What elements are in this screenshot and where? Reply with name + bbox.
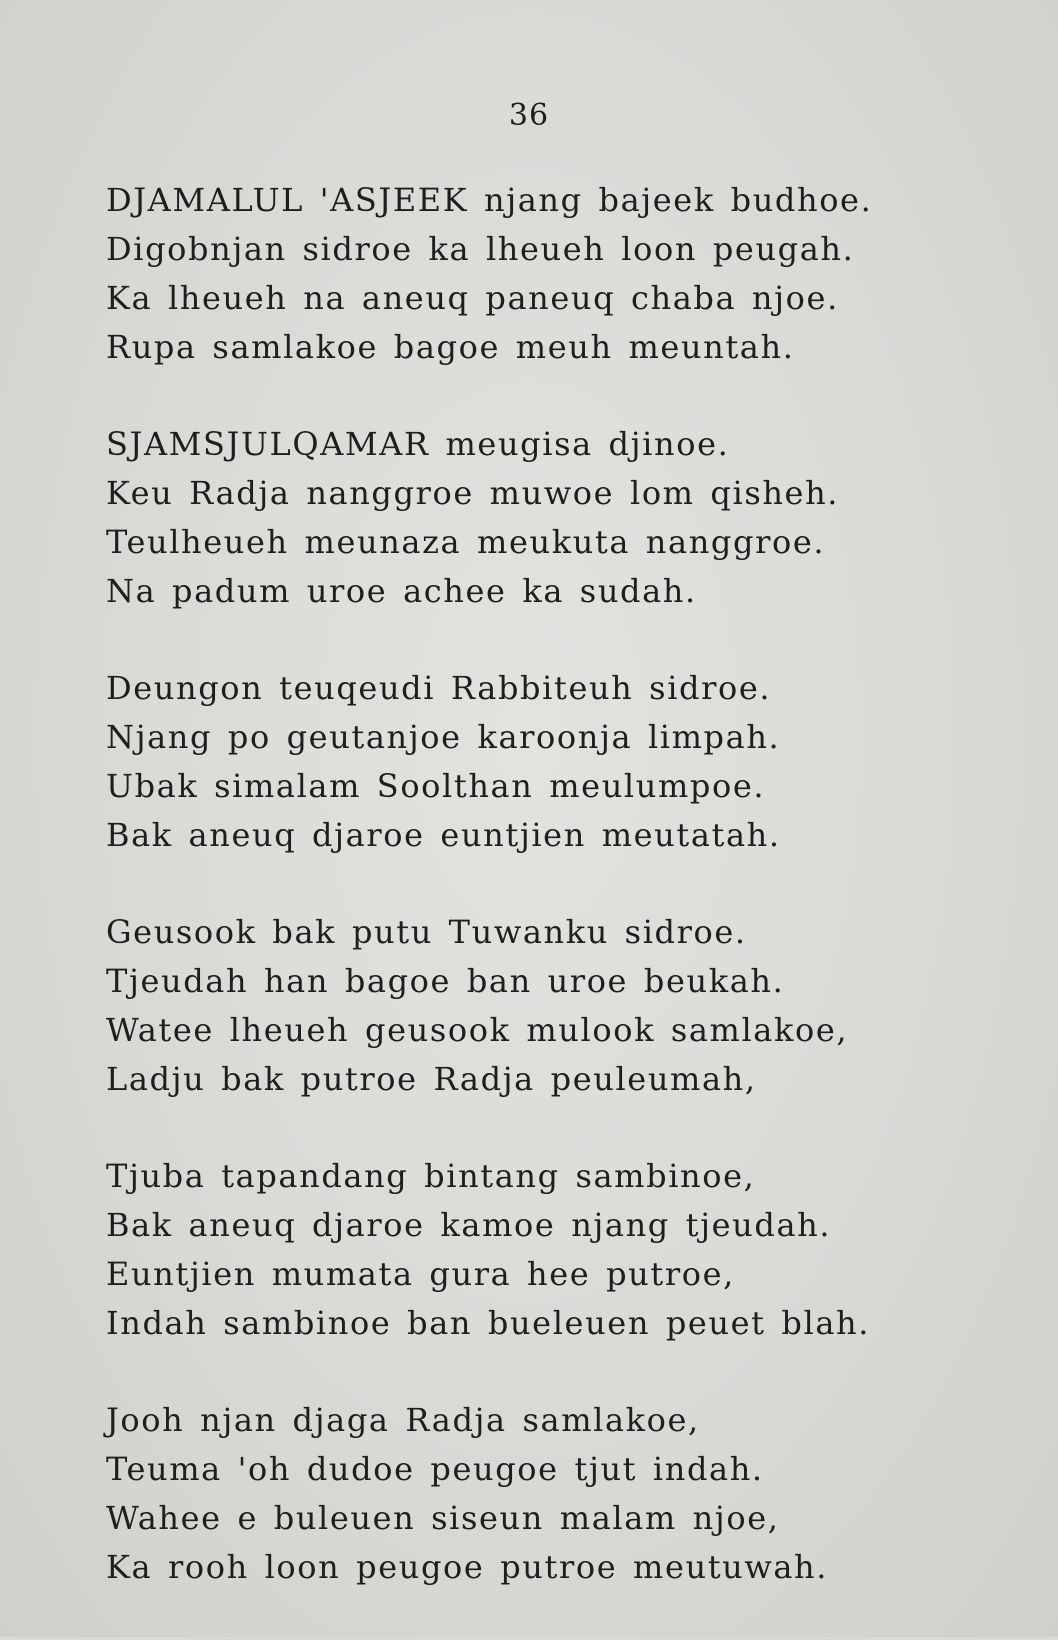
verse-line: Digobnjan sidroe ka lheueh loon peugah.: [106, 230, 855, 268]
verse-line: Bak aneuq djaroe kamoe njang tjeudah.: [106, 1206, 832, 1244]
verse-line: Ubak simalam Soolthan meulumpoe.: [106, 767, 766, 805]
stanza-5: [106, 1152, 1006, 1348]
verse-line: Watee lheueh geusook mulook samlakoe,: [106, 1011, 849, 1049]
verse-line: Jooh njan djaga Radja samlakoe,: [106, 1401, 700, 1439]
verse-line: Bak aneuq djaroe euntjien meutatah.: [106, 816, 781, 854]
verse-line: SJAMSJULQAMAR meugisa djinoe.: [106, 425, 730, 463]
verse-line: Rupa samlakoe bagoe meuh meuntah.: [106, 328, 795, 366]
verse-line: Teuma 'oh dudoe peugoe tjut indah.: [106, 1450, 764, 1488]
stanza-1: [106, 176, 1006, 372]
stanza-2: [106, 420, 1006, 616]
verse-line: Deungon teuqeudi Rabbiteuh sidroe.: [106, 669, 772, 707]
stanza-3: [106, 664, 1006, 860]
stanza-6: [106, 1396, 1006, 1592]
verse-line: Ka rooh loon peugoe putroe meutuwah.: [106, 1548, 829, 1586]
page-number: 36: [508, 98, 550, 133]
verse-line: Tjuba tapandang bintang sambinoe,: [106, 1157, 756, 1195]
verse-line: Na padum uroe achee ka sudah.: [106, 572, 697, 610]
poem-text: [106, 176, 1006, 1640]
verse-line: Indah sambinoe ban bueleuen peuet blah.: [106, 1304, 870, 1342]
verse-line: DJAMALUL 'ASJEEK njang bajeek budhoe.: [106, 181, 873, 219]
verse-line: Njang po geutanjoe karoonja limpah.: [106, 718, 781, 756]
verse-line: Wahee e buleuen siseun malam njoe,: [106, 1499, 780, 1537]
verse-line: Euntjien mumata gura hee putroe,: [106, 1255, 735, 1293]
stanza-4: [106, 908, 1006, 1104]
verse-line: Teulheueh meunaza meukuta nanggroe.: [106, 523, 826, 561]
verse-line: Tjeudah han bagoe ban uroe beukah.: [106, 962, 785, 1000]
verse-line: Geusook bak putu Tuwanku sidroe.: [106, 913, 747, 951]
verse-line: Ladju bak putroe Radja peuleumah,: [106, 1060, 757, 1098]
verse-line: Ka lheueh na aneuq paneuq chaba njoe.: [106, 279, 839, 317]
verse-line: Keu Radja nanggroe muwoe lom qisheh.: [106, 474, 840, 512]
